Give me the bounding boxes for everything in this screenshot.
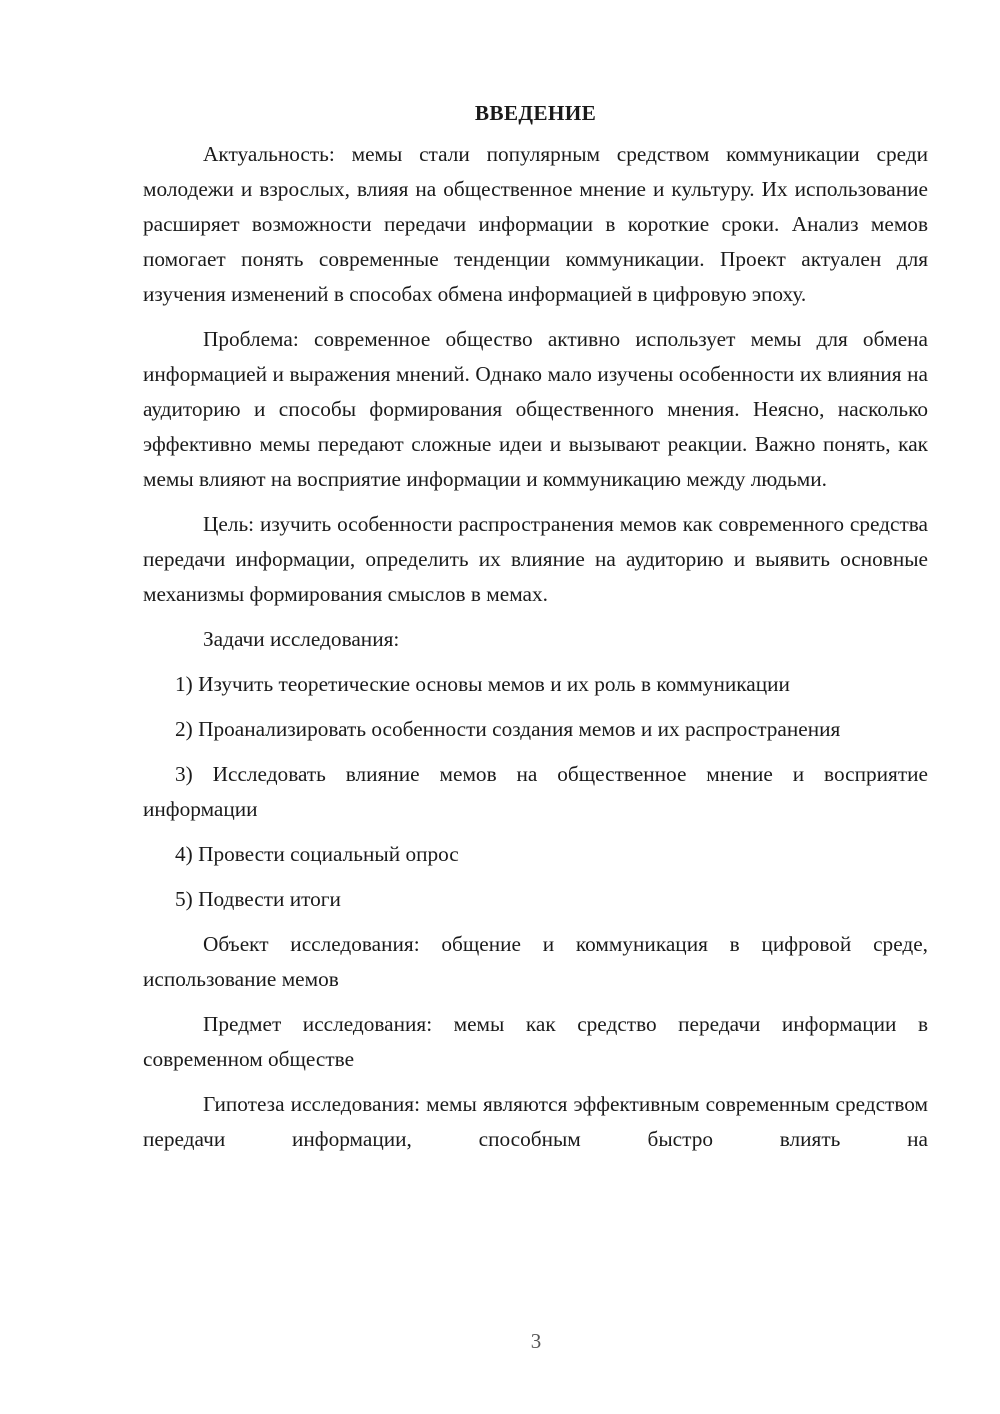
page-content: [143, 96, 928, 1157]
paragraph-object: Объект исследования: общение и коммуникация в цифровой среде, использование мемов: [143, 932, 928, 991]
page-number: 3: [530, 1329, 542, 1353]
task-item-3: 3) Исследовать влияние мемов на общественное мнение и восприятие информации: [143, 762, 928, 821]
paragraph-goal: Цель: изучить особенности распространения мемов как современного средства передачи информации, определить их влияние на аудиторию и выявить основные механизмы формирования смыслов в мемах.: [143, 512, 928, 606]
task-item-1: 1) Изучить теоретические основы мемов и их роль в коммуникации: [175, 672, 790, 696]
paragraph-tasks-intro: Задачи исследования:: [203, 627, 400, 651]
task-item-4: 4) Провести социальный опрос: [175, 842, 459, 866]
paragraph-problem: Проблема: современное общество активно использует мемы для обмена информацией и выражения мнений. Однако мало изучены особенности их влияния на аудиторию и способы формирования общественного мнения. Неясно, насколько эффективно мемы передают сложные идеи и вызывают реакции. Важно понять, как мемы влияют на восприятие информации и коммуникацию между людьми.: [143, 327, 928, 491]
section-heading: ВВЕДЕНИЕ: [474, 101, 597, 125]
paragraph-subject: Предмет исследования: мемы как средство передачи информации в современном обществе: [143, 1012, 928, 1071]
task-item-5: 5) Подвести итоги: [175, 887, 341, 911]
paragraph-hypothesis: Гипотеза исследования: мемы являются эффективным современным средством передачи информации, способным быстро влиять на: [143, 1092, 928, 1151]
task-item-2: 2) Проанализировать особенности создания мемов и их распространения: [175, 717, 841, 741]
paragraph-relevance: Актуальность: мемы стали популярным средством коммуникации среди молодежи и взрослых, влияя на общественное мнение и культуру. Их использование расширяет возможности передачи информации в короткие сроки. Анализ мемов помогает понять современные тенденции коммуникации. Проект актуален для изучения изменений в способах обмена информацией в цифровую эпоху.: [143, 142, 928, 306]
